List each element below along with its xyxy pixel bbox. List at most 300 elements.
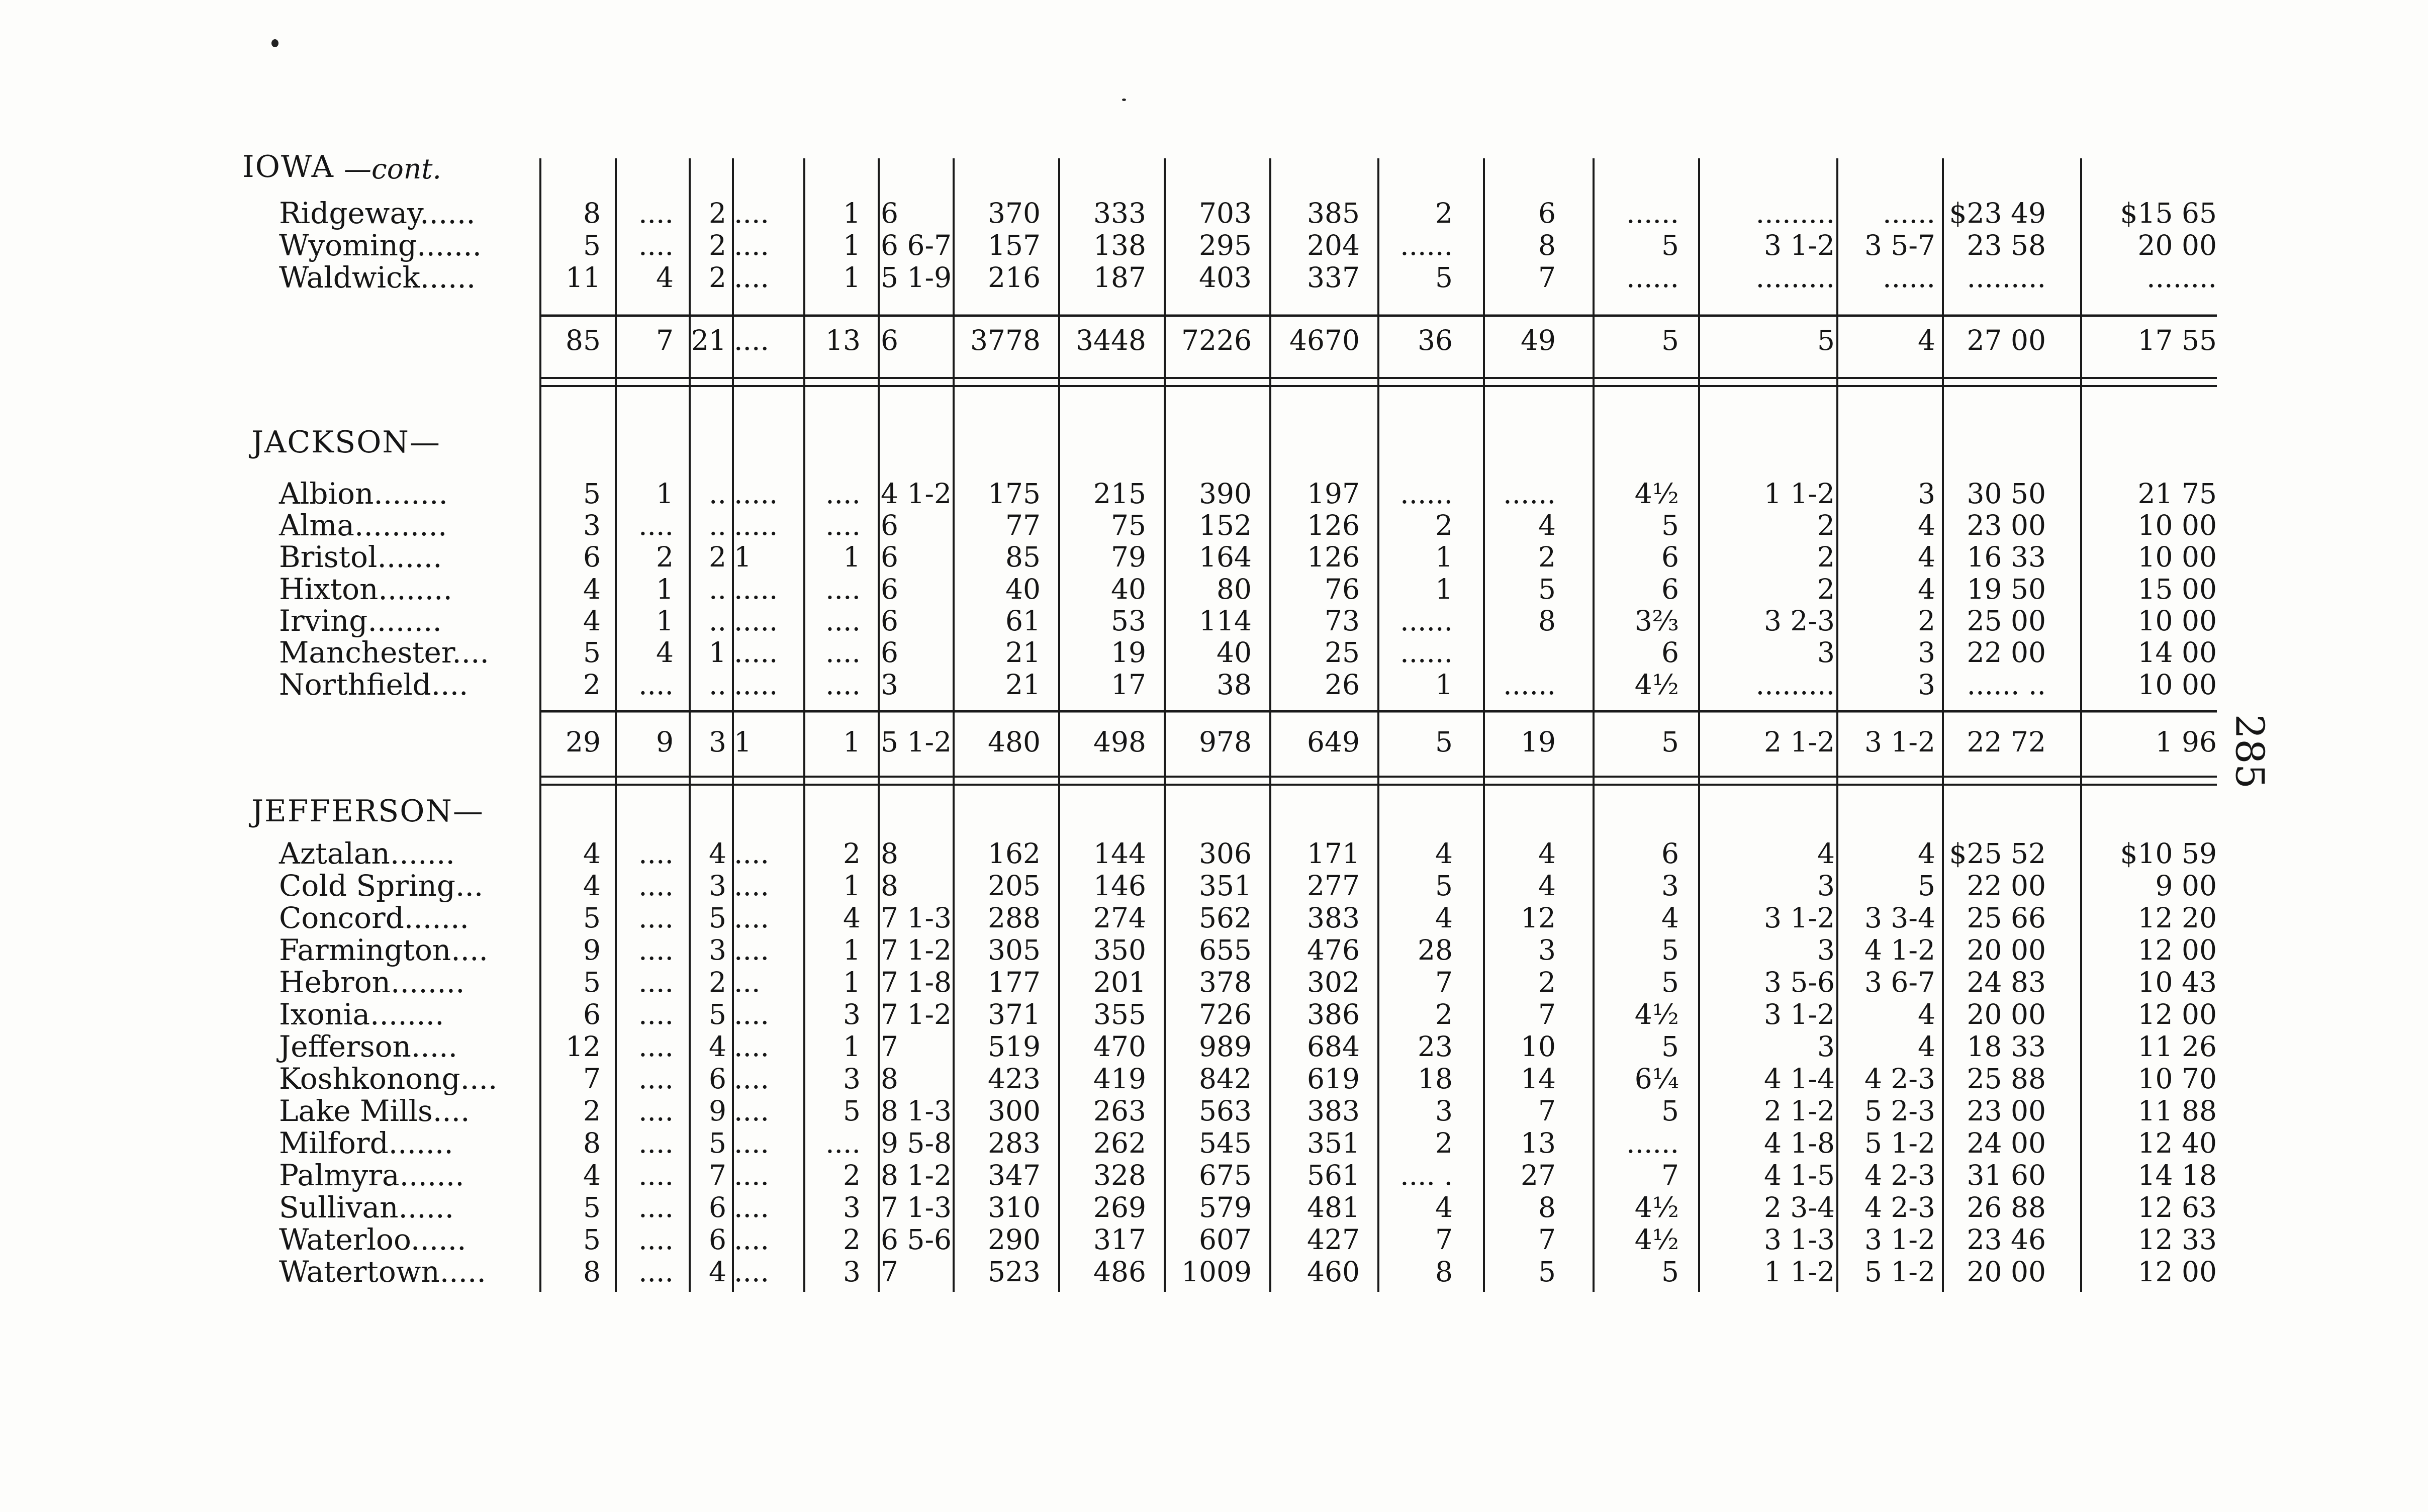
table-row-col-8: 75 — [1111, 509, 1146, 541]
table-row-col-4: ..... — [734, 478, 778, 510]
totals-row-col-15: 4 — [1918, 324, 1935, 356]
table-row-col-1: 8 — [583, 1256, 601, 1288]
table-row-col-11: ...... — [1400, 605, 1453, 637]
table-row-col-11: .... . — [1400, 1159, 1453, 1191]
table-row-col-1: 5 — [583, 478, 601, 510]
table-row-col-6: 7 — [881, 1030, 898, 1063]
table-row-col-15: 4 — [1918, 573, 1935, 605]
table-row-col-2: .... — [638, 229, 674, 261]
table-row-col-1: 2 — [583, 669, 601, 701]
table-row-col-10: 337 — [1307, 261, 1360, 294]
row-name — [279, 197, 535, 229]
totals-row-col-16: 22 72 — [1967, 726, 2046, 758]
table-row-col-14: 3 2-3 — [1763, 605, 1835, 637]
table-row-col-14: 3 5-6 — [1763, 966, 1835, 998]
table-row-col-9: 607 — [1199, 1223, 1252, 1256]
table-row-col-15: 4 — [1918, 1030, 1935, 1063]
table-row-col-15: 4 2-3 — [1864, 1159, 1935, 1191]
table-row-col-2: .... — [638, 1191, 674, 1223]
table-row-col-11: 28 — [1418, 934, 1453, 966]
table-row-col-15: 3 3-4 — [1864, 902, 1935, 934]
totals-row-col-14: 5 — [1817, 324, 1835, 356]
table-row-col-10: 171 — [1307, 837, 1360, 870]
table-row-col-17: $10 59 — [2120, 837, 2217, 870]
table-row-col-5: 1 — [843, 541, 861, 573]
row-name-text: Milford — [279, 1126, 389, 1160]
table-row-col-17: 11 88 — [2137, 1095, 2217, 1127]
table-row-col-3: 4 — [709, 1030, 726, 1063]
table-row-col-16: 23 00 — [1967, 509, 2046, 541]
table-row-col-10: 76 — [1325, 573, 1360, 605]
table-row-col-8: 138 — [1093, 229, 1146, 261]
table-row-col-2: 1 — [656, 573, 674, 605]
table-row-col-11: 1 — [1435, 541, 1453, 573]
table-row-col-17: 14 18 — [2137, 1159, 2217, 1191]
ink-speck — [1122, 99, 1126, 101]
table-row-col-17: 12 00 — [2137, 998, 2217, 1030]
table-row-col-6: 7 — [881, 1256, 898, 1288]
table-row-col-8: 40 — [1111, 573, 1146, 605]
table-row-col-8: 328 — [1093, 1159, 1146, 1191]
table-row-col-14: ......... — [1755, 261, 1835, 294]
table-row-col-3: .. — [709, 605, 726, 637]
table-row-col-5: .... — [825, 573, 861, 605]
table-row-col-16: 18 33 — [1967, 1030, 2046, 1063]
table-row-col-10: 277 — [1307, 870, 1360, 902]
table-row-col-9: 675 — [1199, 1159, 1252, 1191]
table-row-col-4: 1 — [734, 541, 752, 573]
table-row-col-12: 7 — [1538, 998, 1556, 1030]
leader-dots: ....... — [404, 901, 469, 935]
table-row-col-3: 6 — [709, 1191, 726, 1223]
table-row-col-10: 481 — [1307, 1191, 1360, 1223]
table-row-col-12: 10 — [1521, 1030, 1556, 1063]
table-row-col-2: 1 — [656, 605, 674, 637]
table-row-col-7: 157 — [988, 229, 1041, 261]
table-row-col-3: 5 — [709, 1127, 726, 1159]
table-row-col-16: $23 49 — [1949, 197, 2046, 229]
table-row-col-16: 25 66 — [1967, 902, 2046, 934]
table-row-col-2: .... — [638, 1223, 674, 1256]
table-row-col-8: 201 — [1093, 966, 1146, 998]
table-row-col-10: 26 — [1325, 669, 1360, 701]
row-name — [279, 573, 535, 605]
table-row-col-16: $25 52 — [1949, 837, 2046, 870]
leader-dots: ....... — [417, 228, 482, 262]
table-row-col-4: .... — [734, 229, 769, 261]
table-row-col-5: 5 — [843, 1095, 861, 1127]
table-row-col-6: 7 1-3 — [881, 1191, 952, 1223]
table-row-col-14: 1 1-2 — [1763, 478, 1835, 510]
table-row-col-16: 22 00 — [1967, 636, 2046, 669]
row-name — [279, 966, 535, 998]
table-row-col-15: 3 6-7 — [1864, 966, 1935, 998]
table-row-col-11: 18 — [1418, 1063, 1453, 1095]
table-row-col-5: .... — [825, 605, 861, 637]
table-row-col-1: 4 — [583, 1159, 601, 1191]
table-row-col-2: 4 — [656, 636, 674, 669]
table-row-col-12: 4 — [1538, 509, 1556, 541]
table-row-col-13: 4½ — [1634, 998, 1679, 1030]
table-row-col-1: 4 — [583, 870, 601, 902]
table-row-col-1: 3 — [583, 509, 601, 541]
table-row-col-16: 16 33 — [1967, 541, 2046, 573]
table-row-col-16: 25 88 — [1967, 1063, 2046, 1095]
table-row-col-12: 4 — [1538, 837, 1556, 870]
table-row-col-14: ......... — [1755, 669, 1835, 701]
table-row-col-5: 2 — [843, 1159, 861, 1191]
table-row-col-6: 6 — [881, 541, 898, 573]
table-row-col-3: .. — [709, 573, 726, 605]
table-row-col-11: 1 — [1435, 669, 1453, 701]
table-row-col-15: 3 — [1918, 669, 1935, 701]
table-row-col-10: 204 — [1307, 229, 1360, 261]
table-row-col-2: .... — [638, 837, 674, 870]
table-row-col-1: 8 — [583, 1127, 601, 1159]
table-row-col-15: ...... — [1883, 261, 1935, 294]
table-row-col-12: ...... — [1503, 478, 1556, 510]
table-row-col-15: 5 1-2 — [1864, 1256, 1935, 1288]
table-row-col-15: 4 2-3 — [1864, 1063, 1935, 1095]
table-row-col-5: 1 — [843, 870, 861, 902]
table-row-col-5: .... — [825, 478, 861, 510]
leader-dots: ........ — [367, 604, 442, 638]
table-row-col-11: 5 — [1435, 261, 1453, 294]
table-row-col-8: 333 — [1093, 197, 1146, 229]
table-row-col-9: 655 — [1199, 934, 1252, 966]
table-row-col-17: 9 00 — [2155, 870, 2217, 902]
table-row-col-15: 4 1-2 — [1864, 934, 1935, 966]
leader-dots: ....... — [399, 1158, 464, 1192]
table-row-col-14: 3 1-2 — [1763, 902, 1835, 934]
totals-row-col-12: 49 — [1521, 324, 1556, 356]
row-name-text: Waldwick — [279, 260, 420, 295]
totals-row-col-13: 5 — [1661, 726, 1679, 758]
leader-dots: .... — [460, 1062, 498, 1096]
table-row-col-12: 5 — [1538, 1256, 1556, 1288]
row-name-text: Koshkonong — [279, 1062, 460, 1096]
table-row-col-1: 4 — [583, 837, 601, 870]
table-row-col-5: 1 — [843, 966, 861, 998]
table-row-col-6: 6 — [881, 573, 898, 605]
table-row-col-15: 4 — [1918, 509, 1935, 541]
table-row-col-9: 579 — [1199, 1191, 1252, 1223]
leader-dots: ...... — [420, 196, 476, 230]
table-row-col-6: 8 — [881, 870, 898, 902]
table-row-col-7: 300 — [988, 1095, 1041, 1127]
table-row-col-16: 26 88 — [1967, 1191, 2046, 1223]
table-row-col-8: 144 — [1093, 837, 1146, 870]
table-row-col-7: 85 — [1005, 541, 1041, 573]
table-row-col-16: 24 00 — [1967, 1127, 2046, 1159]
table-row-col-13: 5 — [1661, 1030, 1679, 1063]
leader-dots: ....... — [388, 1126, 453, 1160]
table-row-col-9: 390 — [1199, 478, 1252, 510]
table-row-col-2: .... — [638, 1159, 674, 1191]
totals-row-col-4: .... — [734, 324, 769, 356]
table-row-col-6: 7 1-3 — [881, 902, 952, 934]
table-row-col-10: 351 — [1307, 1127, 1360, 1159]
table-row-col-17: 12 40 — [2137, 1127, 2217, 1159]
table-row-col-7: 290 — [988, 1223, 1041, 1256]
table-row-col-13: 4½ — [1634, 1191, 1679, 1223]
totals-row-col-10: 4670 — [1289, 324, 1360, 356]
table-row-col-6: 5 1-9 — [881, 261, 952, 294]
leader-dots: ........ — [370, 997, 444, 1031]
table-row-col-8: 262 — [1093, 1127, 1146, 1159]
table-row-col-1: 7 — [583, 1063, 601, 1095]
table-row-col-7: 519 — [988, 1030, 1041, 1063]
leader-dots: ... — [455, 869, 484, 903]
table-row-col-13: 5 — [1661, 229, 1679, 261]
table-row-col-16: 23 00 — [1967, 1095, 2046, 1127]
leader-dots: ........ — [373, 477, 448, 511]
leader-dots: .... — [431, 668, 469, 702]
table-row-col-13: 6 — [1661, 837, 1679, 870]
table-row-col-11: ...... — [1400, 478, 1453, 510]
table-row-col-6: 9 5-8 — [881, 1127, 952, 1159]
table-row-col-13: 5 — [1661, 966, 1679, 998]
table-row-col-8: 355 — [1093, 998, 1146, 1030]
table-row-col-5: .... — [825, 1127, 861, 1159]
table-row-col-11: 4 — [1435, 837, 1453, 870]
table-row-col-6: 8 — [881, 1063, 898, 1095]
table-row-col-1: 2 — [583, 1095, 601, 1127]
table-row-col-3: 2 — [709, 261, 726, 294]
section-heading: IOWA — [242, 149, 334, 184]
table-row-col-9: 40 — [1217, 636, 1252, 669]
table-row-col-7: 77 — [1005, 509, 1041, 541]
table-row-col-6: 6 — [881, 636, 898, 669]
table-row-col-1: 6 — [583, 541, 601, 573]
table-row-col-12: ...... — [1503, 669, 1556, 701]
table-row-col-4: .... — [734, 837, 769, 870]
totals-row-col-9: 978 — [1199, 726, 1252, 758]
table-row-col-11: 7 — [1435, 966, 1453, 998]
leader-dots: ....... — [390, 836, 455, 871]
table-row-col-13: 5 — [1661, 509, 1679, 541]
row-name — [279, 1191, 535, 1223]
table-row-col-5: .... — [825, 669, 861, 701]
table-row-col-7: 216 — [988, 261, 1041, 294]
row-name — [279, 1095, 535, 1127]
table-row-col-1: 9 — [583, 934, 601, 966]
table-row-col-2: 4 — [656, 261, 674, 294]
table-row-col-4: .... — [734, 1063, 769, 1095]
totals-row-col-8: 498 — [1093, 726, 1146, 758]
row-name — [279, 934, 535, 966]
table-row-col-13: 4½ — [1634, 478, 1679, 510]
table-row-col-8: 486 — [1093, 1256, 1146, 1288]
table-row-col-4: ..... — [734, 669, 778, 701]
table-row-col-7: 347 — [988, 1159, 1041, 1191]
table-row-col-16: 24 83 — [1967, 966, 2046, 998]
table-row-col-8: 470 — [1093, 1030, 1146, 1063]
totals-row-col-10: 649 — [1307, 726, 1360, 758]
row-name-text: Irving — [279, 604, 368, 638]
table-row-col-8: 419 — [1093, 1063, 1146, 1095]
table-row-col-9: 726 — [1199, 998, 1252, 1030]
totals-row-col-1: 29 — [566, 726, 601, 758]
leader-dots: .... — [452, 635, 489, 670]
table-row-col-4: .... — [734, 1030, 769, 1063]
row-name-text: Northfield — [279, 668, 431, 702]
table-row-col-10: 73 — [1325, 605, 1360, 637]
table-row-col-12: 3 — [1538, 934, 1556, 966]
table-row-col-13: 6¼ — [1634, 1063, 1679, 1095]
table-row-col-10: 460 — [1307, 1256, 1360, 1288]
table-row-col-15: 3 — [1918, 636, 1935, 669]
table-row-col-12: 4 — [1538, 870, 1556, 902]
table-row-col-9: 306 — [1199, 837, 1252, 870]
table-row-col-4: .... — [734, 1256, 769, 1288]
table-row-col-12: 12 — [1521, 902, 1556, 934]
table-row-col-14: 3 — [1817, 934, 1835, 966]
table-row-col-17: 12 33 — [2137, 1223, 2217, 1256]
table-row-col-13: 4 — [1661, 902, 1679, 934]
totals-row-col-2: 9 — [656, 726, 674, 758]
table-row-col-17: 14 00 — [2137, 636, 2217, 669]
table-row-col-16: 30 50 — [1967, 478, 2046, 510]
totals-row-col-9: 7226 — [1181, 324, 1252, 356]
table-row-col-7: 21 — [1005, 669, 1041, 701]
table-row-col-14: 4 1-8 — [1763, 1127, 1835, 1159]
table-row-col-5: 3 — [843, 998, 861, 1030]
table-row-col-12: 27 — [1521, 1159, 1556, 1191]
table-row-col-14: 2 3-4 — [1763, 1191, 1835, 1223]
table-row-col-9: 403 — [1199, 261, 1252, 294]
table-row-col-6: 7 1-2 — [881, 934, 952, 966]
table-row-col-7: 423 — [988, 1063, 1041, 1095]
table-row-col-17: 20 00 — [2137, 229, 2217, 261]
table-row-col-10: 383 — [1307, 1095, 1360, 1127]
table-row-col-14: ......... — [1755, 197, 1835, 229]
table-row-col-6: 8 — [881, 837, 898, 870]
totals-row-col-17: 17 55 — [2137, 324, 2217, 356]
totals-row-col-3: 21 — [691, 324, 726, 356]
table-row-col-17: 10 70 — [2137, 1063, 2217, 1095]
table-row-col-9: 351 — [1199, 870, 1252, 902]
row-name-text: Ixonia — [279, 997, 370, 1031]
table-row-col-5: 3 — [843, 1256, 861, 1288]
leader-dots: ........ — [378, 572, 452, 606]
table-row-col-16: 20 00 — [1967, 998, 2046, 1030]
table-row-col-6: 6 — [881, 605, 898, 637]
table-row-col-1: 5 — [583, 1191, 601, 1223]
table-row-col-3: 2 — [709, 197, 726, 229]
table-row-col-2: .... — [638, 1256, 674, 1288]
leader-dots: ...... — [398, 1190, 454, 1224]
table-row-col-3: 6 — [709, 1063, 726, 1095]
table-row-col-5: 2 — [843, 1223, 861, 1256]
table-row-col-8: 274 — [1093, 902, 1146, 934]
totals-row-col-12: 19 — [1521, 726, 1556, 758]
table-row-col-6: 4 1-2 — [881, 478, 952, 510]
table-row-col-8: 317 — [1093, 1223, 1146, 1256]
table-row-col-3: 6 — [709, 1223, 726, 1256]
totals-row-col-2: 7 — [656, 324, 674, 356]
table-row-col-7: 175 — [988, 478, 1041, 510]
table-row-col-7: 371 — [988, 998, 1041, 1030]
table-row-col-1: 11 — [566, 261, 601, 294]
row-name — [279, 509, 535, 541]
table-row-col-1: 12 — [566, 1030, 601, 1063]
table-row-col-9: 545 — [1199, 1127, 1252, 1159]
table-row-col-14: 4 — [1817, 837, 1835, 870]
table-row-col-15: 3 — [1918, 478, 1935, 510]
table-row-col-2: .... — [638, 902, 674, 934]
table-row-col-2: .... — [638, 669, 674, 701]
table-row-col-15: 2 — [1918, 605, 1935, 637]
table-row-col-14: 3 — [1817, 870, 1835, 902]
table-row-col-3: 5 — [709, 902, 726, 934]
table-row-col-13: 5 — [1661, 1095, 1679, 1127]
table-row-col-4: ..... — [734, 636, 778, 669]
table-row-col-15: 3 1-2 — [1864, 1223, 1935, 1256]
totals-row-col-11: 36 — [1418, 324, 1453, 356]
table-row-col-9: 1009 — [1181, 1256, 1252, 1288]
table-row-col-13: 6 — [1661, 636, 1679, 669]
table-row-col-4: .... — [734, 998, 769, 1030]
table-row-col-7: 21 — [1005, 636, 1041, 669]
row-name — [279, 1223, 535, 1256]
table-row-col-5: 1 — [843, 934, 861, 966]
table-row-col-1: 4 — [583, 605, 601, 637]
row-name — [279, 229, 535, 261]
row-name-text: Bristol — [279, 540, 378, 574]
table-row-col-10: 385 — [1307, 197, 1360, 229]
table-row-col-15: 4 — [1918, 998, 1935, 1030]
table-row-col-3: 2 — [709, 541, 726, 573]
row-name-text: Ridgeway — [279, 196, 420, 230]
table-row-col-14: 3 1-2 — [1763, 998, 1835, 1030]
table-row-col-11: ...... — [1400, 636, 1453, 669]
table-row-col-7: 61 — [1005, 605, 1041, 637]
table-row-col-12 — [1488, 636, 1556, 669]
table-row-col-5: .... — [825, 636, 861, 669]
table-row-col-12: 7 — [1538, 261, 1556, 294]
table-row-col-16: 20 00 — [1967, 934, 2046, 966]
table-row-col-3: 5 — [709, 998, 726, 1030]
table-row-col-2: .... — [638, 1095, 674, 1127]
row-name — [279, 478, 535, 510]
row-name-text: Alma — [279, 508, 355, 542]
table-row-col-4: .... — [734, 261, 769, 294]
row-name-text: Hebron — [279, 965, 391, 999]
totals-row-col-14: 2 1-2 — [1763, 726, 1835, 758]
table-row-col-9: 378 — [1199, 966, 1252, 998]
table-row-col-4: .... — [734, 1095, 769, 1127]
table-row-col-10: 302 — [1307, 966, 1360, 998]
totals-row-col-13: 5 — [1661, 324, 1679, 356]
table-row-col-5: 3 — [843, 1191, 861, 1223]
table-row-col-7: 162 — [988, 837, 1041, 870]
table-row-col-10: 126 — [1307, 541, 1360, 573]
table-row-col-16: 31 60 — [1967, 1159, 2046, 1191]
table-row-col-13: 6 — [1661, 573, 1679, 605]
table-row-col-4: .... — [734, 1127, 769, 1159]
row-name-text: Watertown — [279, 1255, 440, 1289]
row-name — [279, 998, 535, 1030]
table-row-col-5: 1 — [843, 197, 861, 229]
table-row-col-11: 3 — [1435, 1095, 1453, 1127]
table-row-col-15: 4 2-3 — [1864, 1191, 1935, 1223]
table-row-col-15: 5 — [1918, 870, 1935, 902]
table-row-col-6: 6 — [881, 197, 898, 229]
table-row-col-16: 23 58 — [1967, 229, 2046, 261]
row-name-text: Palmyra — [279, 1158, 400, 1192]
table-row-col-11: 1 — [1435, 573, 1453, 605]
